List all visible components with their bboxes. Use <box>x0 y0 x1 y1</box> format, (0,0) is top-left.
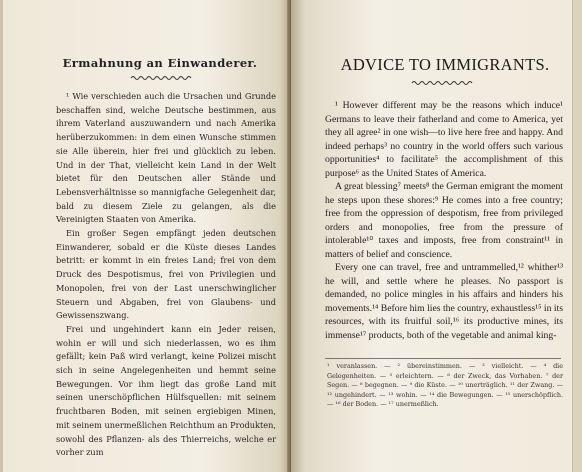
title-ornament <box>130 75 192 81</box>
paragraph: Every one can travel, free and untrammelled,¹² whither¹³ he will, and settle where he pleases. No passport is demanded, no police mingles in his affairs and hinders his movements.¹⁴ Before him lies the country, exhaustless¹⁵ in its resources, with its fruitful soil,¹⁶ its productive mines, its immense¹⁷ products, both of the vegetable and animal king- <box>325 262 563 341</box>
footnote-rule <box>325 358 561 359</box>
paragraph: ¹ However different may be the reasons which induce¹ Germans to leave their fatherland and come to America, yet they all agree² in one wish—to live here free and happy. And indeed perhaps³ no country in the world offers such various opportunities⁴ to facilitate⁵ the accomplishment of this purpose⁶ as the United States of America. <box>325 100 563 179</box>
footnotes: ¹ veranlassen. — ² übereinstimmen. — ³ vielleicht. — ⁴ die Gelegenheiten. — ⁵ erleichtern. — ⁶ der Zweck, das Vorhaben. ⁷ der Segen. — ⁸ begegnen. — ⁹ die Küste. — ¹⁰ unerträglich. ¹¹ der Zwang. — ¹² ungehindert. — ¹³ wohin. — ¹⁴ die Bewegungen. — ¹⁵ unerschöpflich. — ¹⁶ der Boden. — ¹⁷ unermeßlich. <box>327 362 563 409</box>
right-page-body <box>325 99 563 342</box>
right-page-title: ADVICE TO IMMIGRANTS. <box>340 55 550 74</box>
left-page-title: Ermahnung an Einwanderer. <box>62 56 258 70</box>
left-page-edge <box>0 0 3 472</box>
paragraph: Frei und ungehindert kann ein Jeder reisen, wohin er will und sich niederlassen, wo es ihm gefällt; kein Paß wird verlangt, keine Polizei mischt sich in seine Angelegenheiten und hemmt seine Bewegungen. Vor ihm liegt das große Land mit seinen unerschöpflichen Hülfsquellen: mit seinem fruchtbaren Boden, mit seinen ergiebigen Minen, mit seinem unermeßlichen Reichthum an Produkten, sowohl des Pflanzen- als des Thierreichs, welche er vorher zum <box>56 323 276 458</box>
left-page-body <box>56 90 276 460</box>
right-page-edge <box>572 0 582 472</box>
right-page <box>291 0 582 472</box>
paragraph: A great blessing⁷ meets⁸ the German emigrant the moment he steps upon these shores:⁹ He comes into a free country; free from the oppression of despotism, free from privileged orders and monopolies, free from the pressure of intolerable¹⁰ taxes and imposts, free from constraint¹¹ in matters of belief and conscience. <box>325 181 563 260</box>
paragraph: Ein großer Segen empfängt jeden deutschen Einwanderer, sobald er die Küste dieses Landes betritt: er kommt in ein freies Land; frei von dem Druck des Despotismus, frei von Privilegien und Monopolen, frei von der Last unerschwinglicher Steuern und Abgaben, frei von Glaubens- und Gewissenszwang. <box>56 228 276 321</box>
paragraph: ¹ Wie verschieden auch die Ursachen und Grunde beschaffen sind, welche Deutsche bestimmen, aus ihrem Vaterland auszuwandern und nach Amerika herüberzukommen: in dem einen Wunsche stimmen sie Alle überein, hier frei und glücklich zu leben. Und in der That, vielleicht kein Land in der Welt bietet für den Deutschen aller Stände und Lebensverhältnisse so mannigfache Gelegenheit dar, bald zu diesem Ziele zu gelangen, als die Vereinigten Staaten von Amerika. <box>56 91 276 225</box>
title-ornament <box>411 80 473 86</box>
